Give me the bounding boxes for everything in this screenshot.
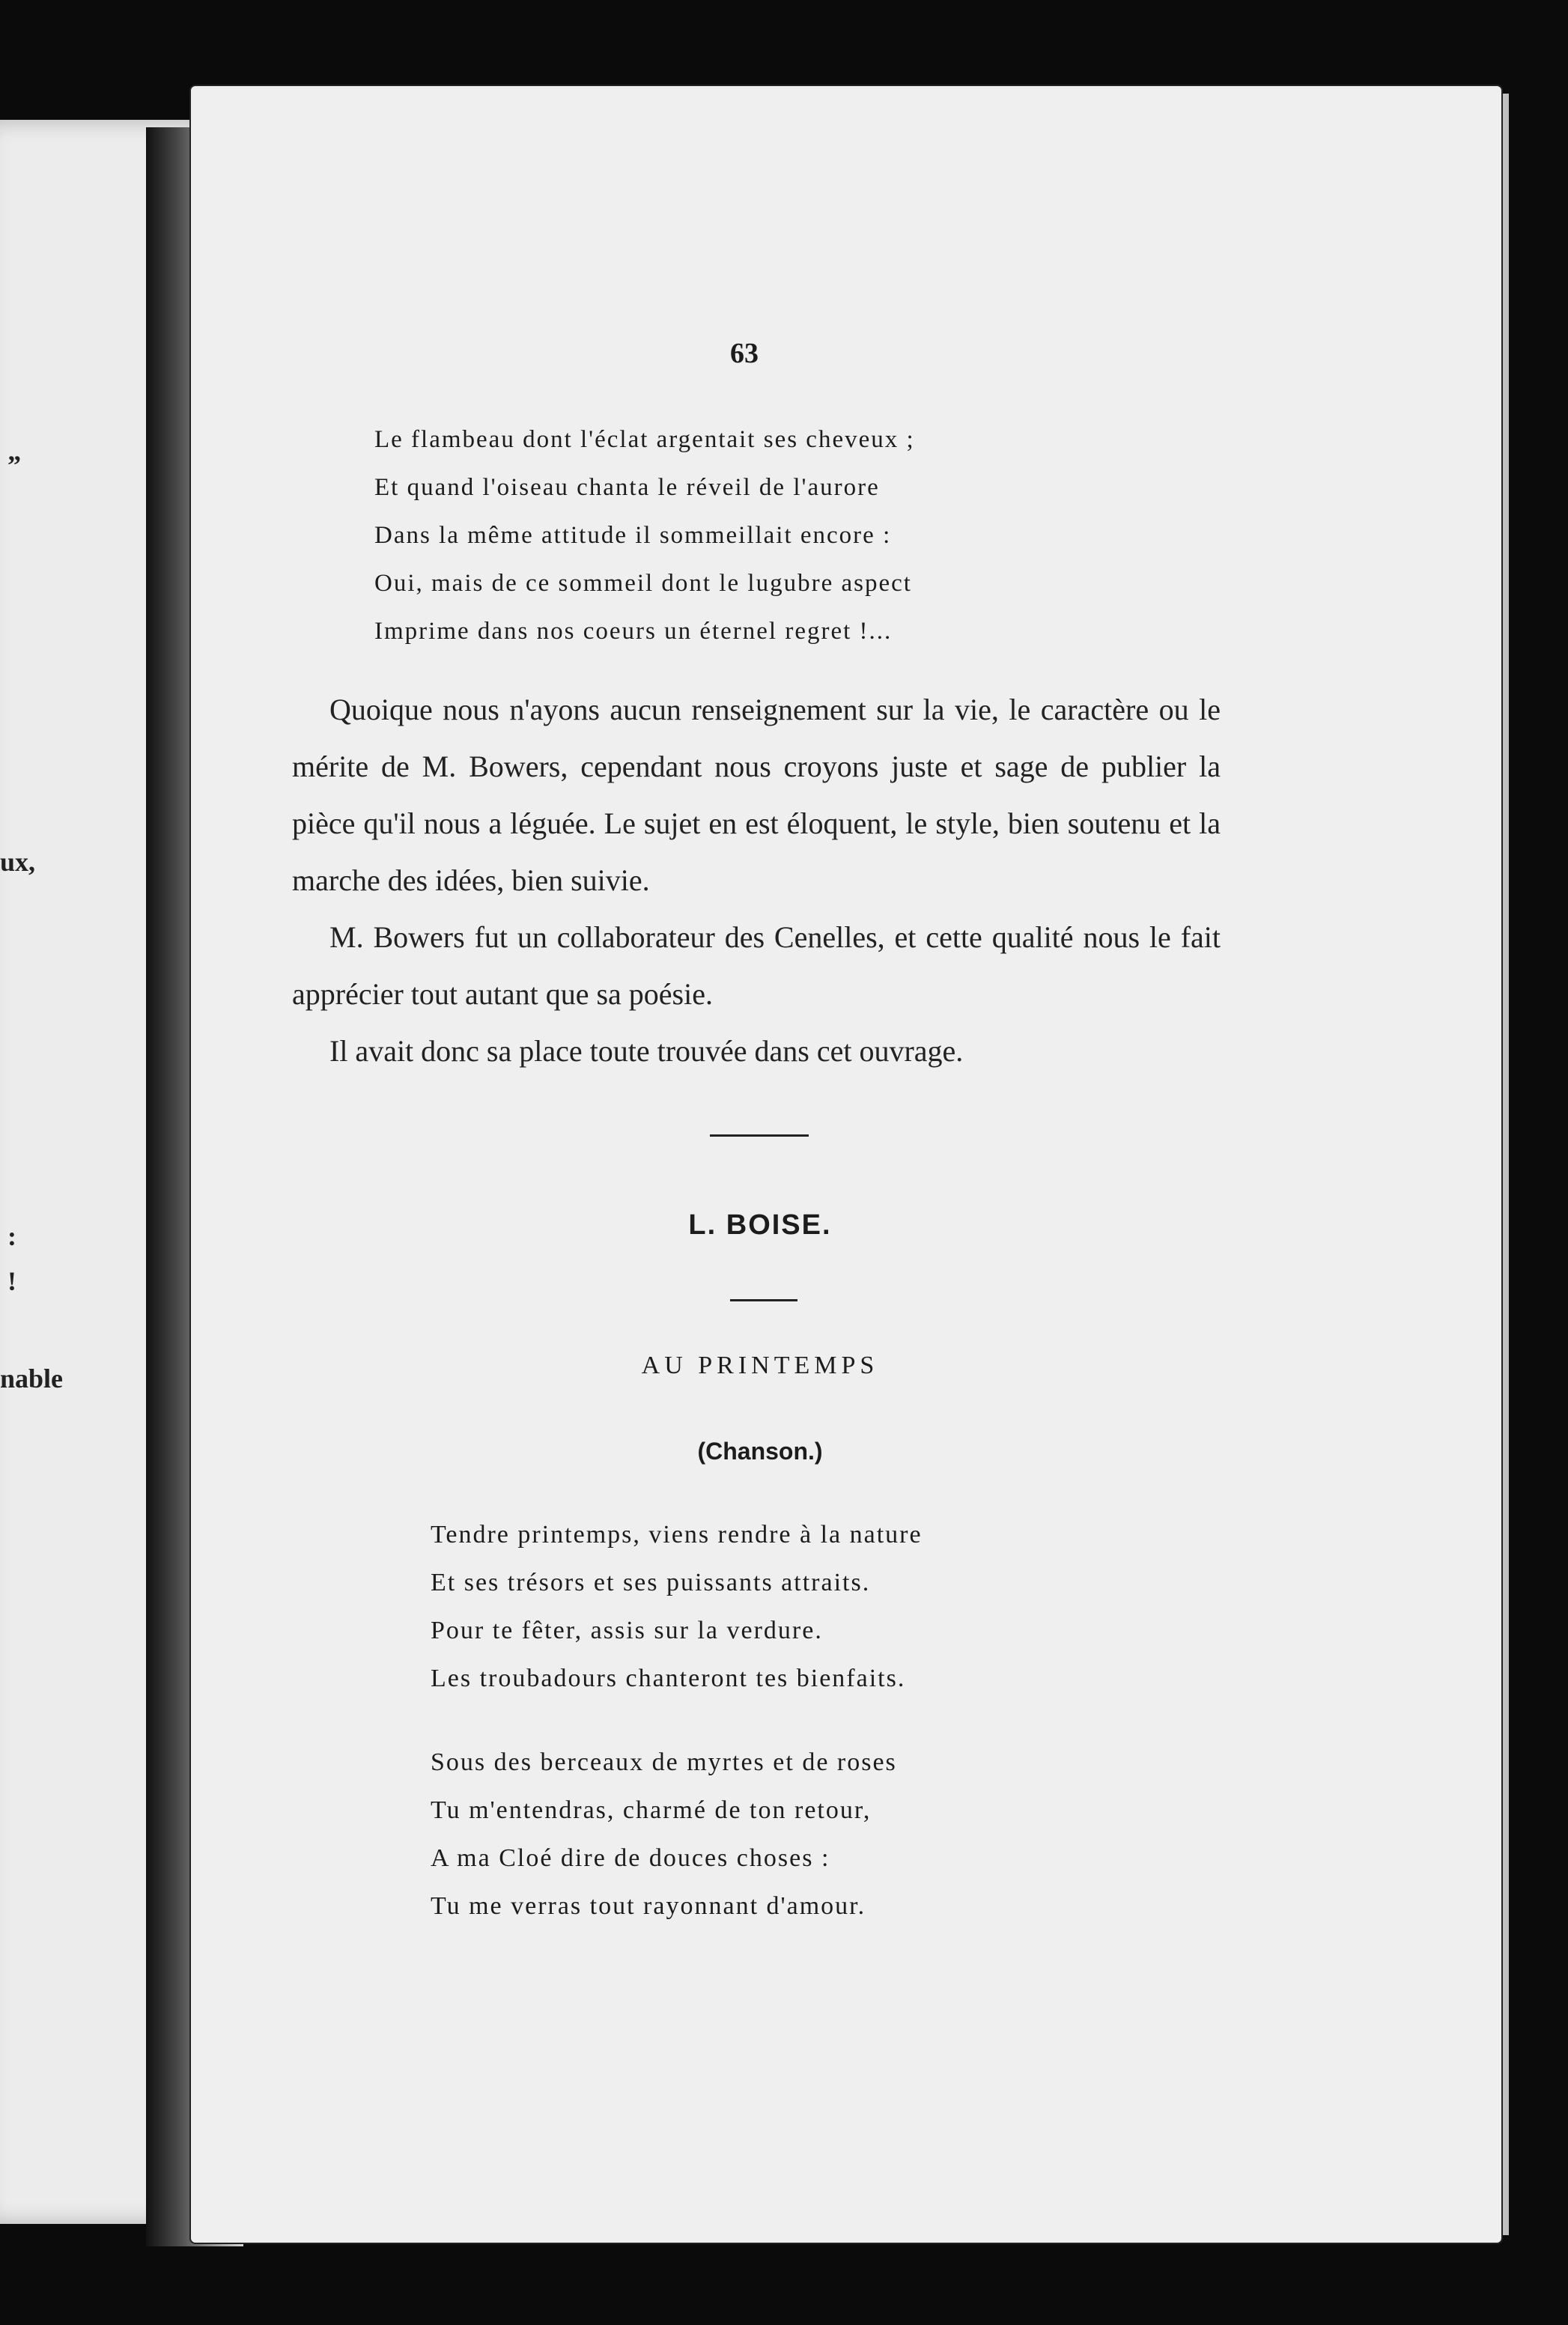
- stanza: [431, 1511, 923, 1703]
- stanza: [431, 1739, 923, 1930]
- poem-title: AU PRINTEMPS: [641, 1352, 879, 1379]
- prose-paragraph: Quoique nous n'ayons aucun renseignement sur la vie, le caractère ou le mérite de M. Bowers, cependant nous croyons juste et sage de publier la pièce qu'il nous a léguée. Le sujet en est éloquent, le style, bien soutenu et la marche des idées, bien suivie.: [292, 693, 1221, 897]
- prose-paragraph: M. Bowers fut un collaborateur des Cenelles, et cette qualité nous le fait apprécier tout autant que sa poésie.: [292, 920, 1221, 1011]
- prose-section: [292, 681, 1221, 1080]
- poem-line: Et ses trésors et ses puissants attraits.: [431, 1569, 871, 1596]
- poem-line: Tu me verras tout rayonnant d'amour.: [431, 1892, 866, 1920]
- poem-line: Pour te fêter, assis sur la verdure.: [431, 1617, 823, 1644]
- prose-paragraph: Il avait donc sa place toute trouvée dans cet ouvrage.: [329, 1034, 964, 1068]
- left-page-fragment: ”: [7, 450, 21, 480]
- poem-line: Tu m'entendras, charmé de ton retour,: [431, 1796, 872, 1824]
- poem-line: Les troubadours chanteront tes bienfaits.: [431, 1665, 906, 1692]
- poem-line: Dans la même attitude il sommeillait encore :: [374, 522, 892, 549]
- left-page-fragment: ux,: [0, 847, 36, 877]
- poem-subtitle: (Chanson.): [697, 1438, 823, 1465]
- poem-continuation: [374, 416, 915, 655]
- poem-line: Sous des berceaux de myrtes et de roses: [431, 1748, 897, 1776]
- poem-line: Le flambeau dont l'éclat argentait ses cheveux ;: [374, 426, 915, 453]
- poem-line: Tendre printemps, viens rendre à la nature: [431, 1521, 923, 1549]
- author-name: L. BOISE.: [688, 1209, 832, 1241]
- section-divider: [710, 1134, 809, 1137]
- title-divider: [730, 1299, 797, 1301]
- poem-body: [431, 1511, 923, 1966]
- poem-line: Imprime dans nos coeurs un éternel regret !...: [374, 618, 893, 645]
- left-page-fragment: !: [7, 1266, 16, 1296]
- poem-line: Et quand l'oiseau chanta le réveil de l'aurore: [374, 474, 880, 501]
- page-number: 63: [730, 338, 759, 369]
- poem-line: Oui, mais de ce sommeil dont le lugubre aspect: [374, 570, 912, 597]
- left-page-fragment: nable: [0, 1364, 64, 1394]
- poem-line: A ma Cloé dire de douces choses :: [431, 1844, 830, 1872]
- left-page-fragment: :: [7, 1221, 16, 1251]
